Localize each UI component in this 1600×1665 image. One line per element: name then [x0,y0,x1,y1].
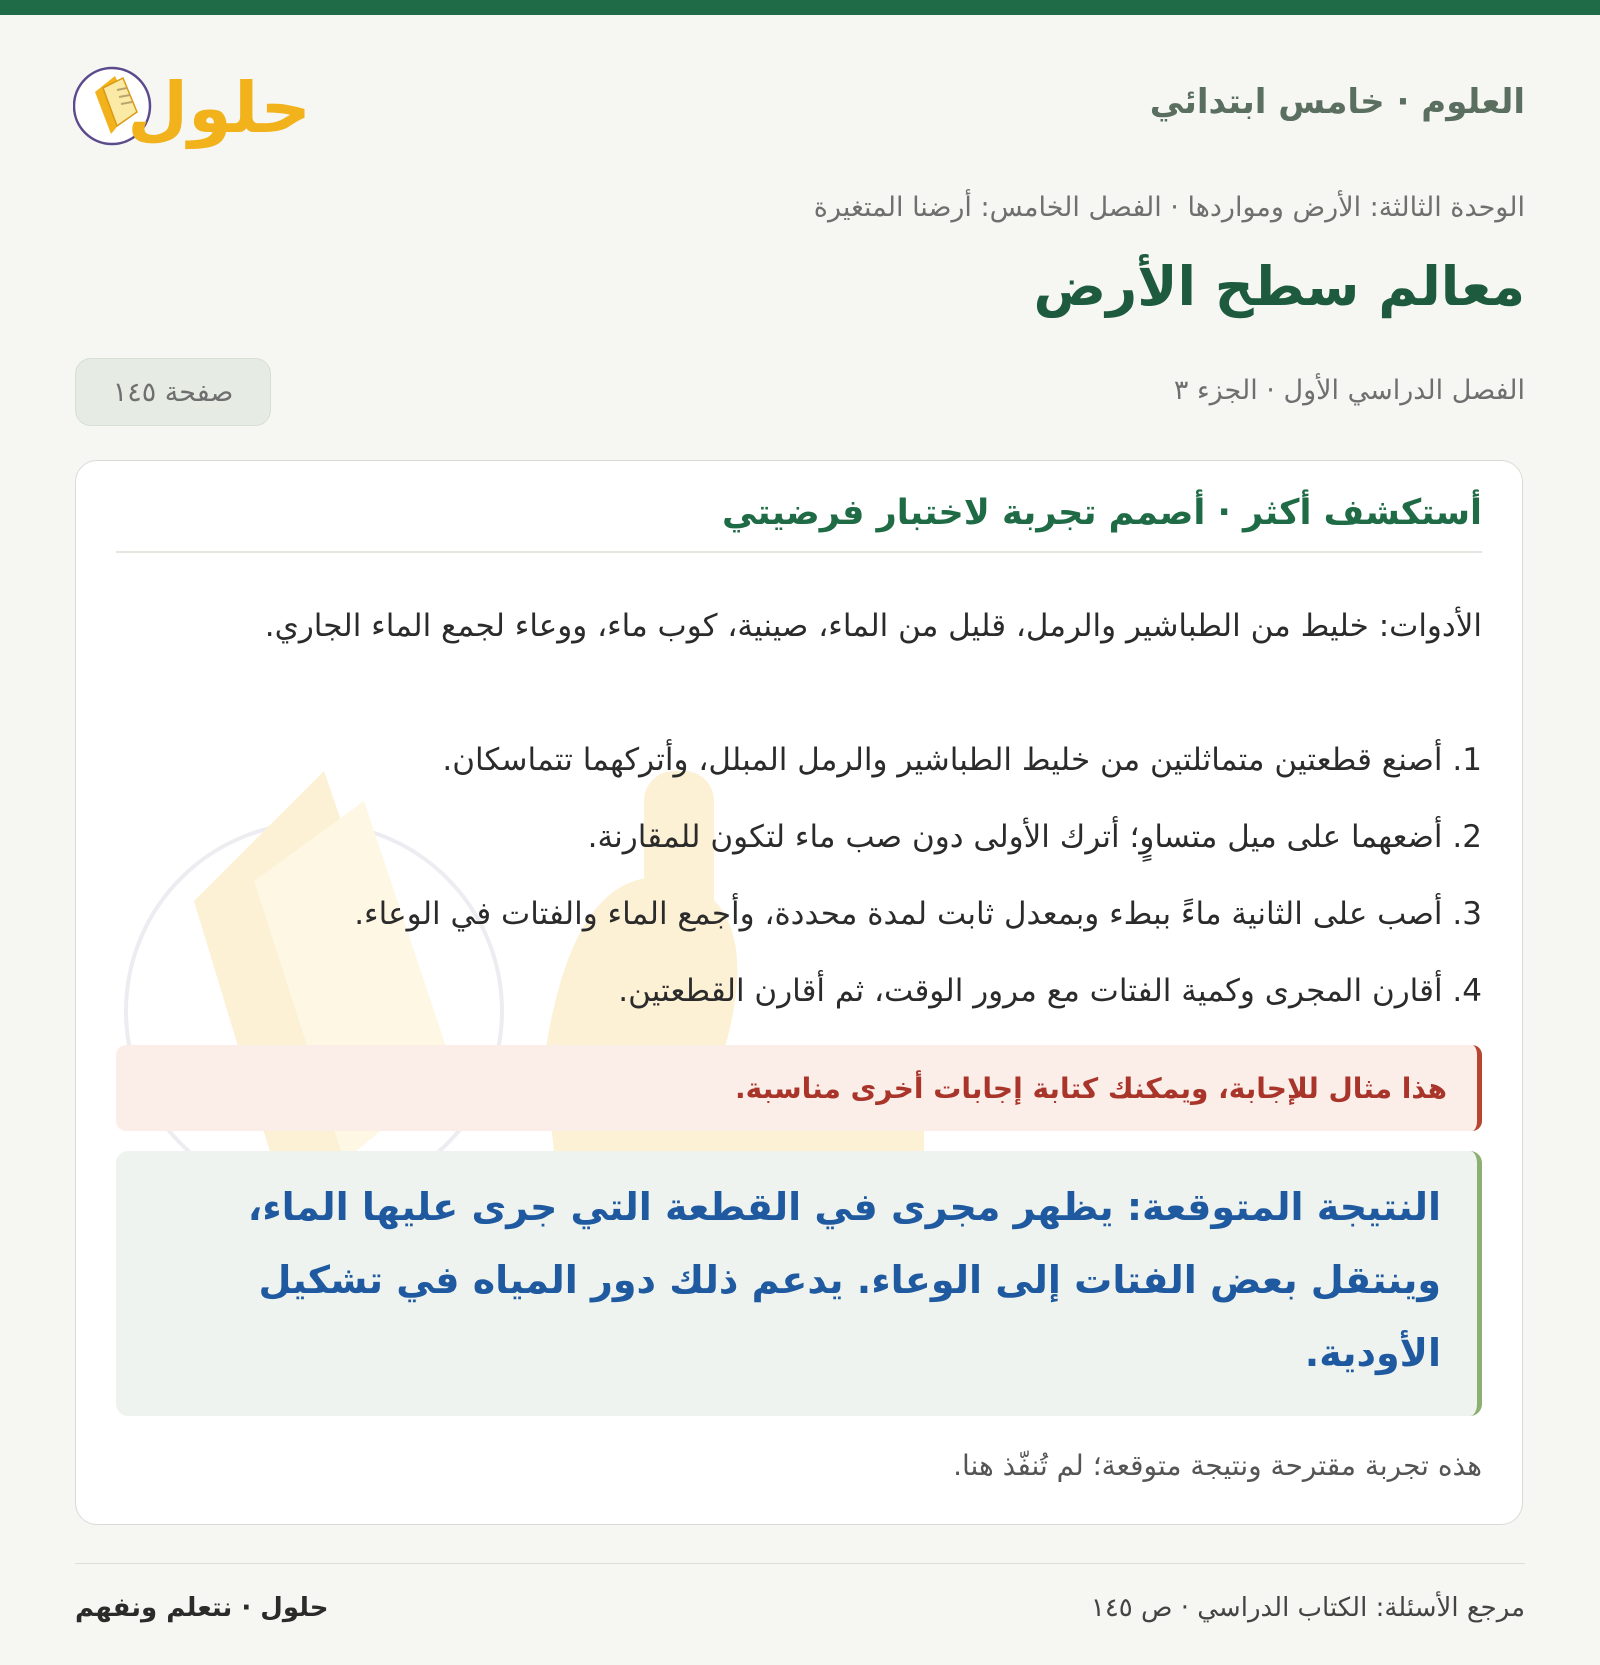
footer-reference: مرجع الأسئلة: الكتاب الدراسي · ص ١٤٥ [1090,1593,1525,1623]
step-item: 2. أضعهما على ميل متساوٍ؛ أترك الأولى دون صب ماء لتكون للمقارنة. [587,819,1482,855]
breadcrumb: الوحدة الثالثة: الأرض ومواردها · الفصل الخامس: أرضنا المتغيرة [813,192,1525,223]
tools-paragraph: الأدوات: خليط من الطباشير والرمل، قليل من الماء، صينية، كوب ماء، ووعاء لجمع الماء الجاري. [264,608,1482,644]
top-accent-bar [0,0,1600,15]
brand-logo[interactable] [73,52,338,157]
footer-brand[interactable]: حلول · نتعلم ونفهم [75,1593,329,1623]
subject-title: العلوم · خامس ابتدائي [1149,82,1525,122]
steps-list [116,737,1482,1045]
brand-name: حلول [127,67,311,149]
semester-info: الفصل الدراسي الأول · الجزء ٣ [1173,375,1525,406]
section-heading: أستكشف أكثر · أصمم تجربة لاختبار فرضيتي [116,493,1482,553]
page-title: معالم سطح الأرض [1033,255,1525,318]
disclaimer-text: هذه تجربة مقترحة ونتيجة متوقعة؛ لم تُنفّذ هنا. [953,1449,1482,1482]
step-item: 3. أصب على الثانية ماءً ببطء وبمعدل ثابت لمدة محددة، وأجمع الماء والفتات في الوعاء. [354,896,1482,932]
exercise-card [75,460,1523,1525]
expected-result-box: النتيجة المتوقعة: يظهر مجرى في القطعة التي جرى عليها الماء، وينتقل بعض الفتات إلى الوعاء. يدعم ذلك دور المياه في تشكيل الأودية. [116,1151,1482,1416]
step-item: 1. أصنع قطعتين متماثلتين من خليط الطباشير والرمل المبلل، وأتركهما تتماسكان. [442,742,1482,778]
step-item: 4. أقارن المجرى وكمية الفتات مع مرور الوقت، ثم أقارن القطعتين. [618,973,1482,1009]
page-number-badge: صفحة ١٤٥ [75,358,271,426]
answer-example-note: هذا مثال للإجابة، ويمكنك كتابة إجابات أخرى مناسبة. [116,1045,1482,1131]
footer-divider [75,1563,1525,1564]
